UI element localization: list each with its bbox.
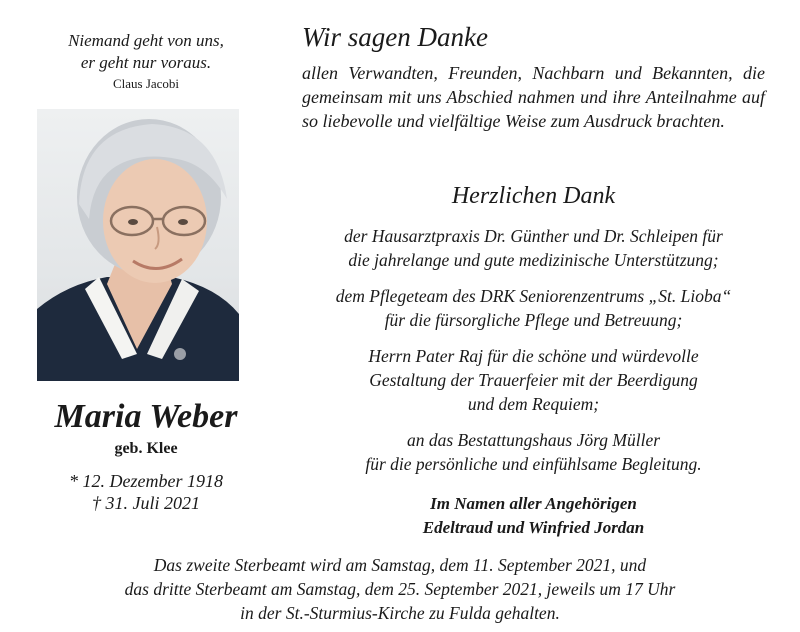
signature [302, 492, 765, 540]
text-line: und dem Requiem; [467, 394, 600, 414]
quote-line: Niemand geht von uns, [68, 31, 224, 50]
footer-line: Das zweite Sterbeamt wird am Samstag, dem 11. September 2021, und [153, 555, 647, 575]
portrait-illustration [37, 109, 239, 381]
text-line: für die persönliche und einfühlsame Begleitung. [365, 454, 702, 474]
death-date: † 31. Juli 2021 [92, 493, 200, 513]
text-line: an das Bestattungshaus Jörg Müller [406, 430, 661, 450]
quote [36, 30, 256, 74]
text-line: Gestaltung der Trauerfeier mit der Beerdigung [369, 370, 698, 390]
thanks-paragraph: allen Verwandten, Freunden, Nachbarn und Bekannten, die gemeinsam mit uns Abschied nahmen und ihre Anteilnahme auf so liebevolle und vielfältige Weise zum Ausdruck brachten. [302, 63, 765, 131]
thanks-care-team [302, 284, 765, 332]
signature-line: Edeltraud und Winfried Jordan [422, 518, 645, 537]
text-line: dem Pflegeteam des DRK Seniorenzentrums „St. Lioba“ [335, 286, 732, 306]
heading-heartfelt-thanks: Herzlichen Dank [451, 183, 616, 209]
thanks-doctors [302, 224, 765, 272]
thanks-funeral-home [302, 428, 765, 476]
maiden-name: geb. Klee [114, 440, 178, 457]
footer-line: in der St.-Sturmius-Kirche zu Fulda gehalten. [240, 603, 560, 623]
life-dates [36, 470, 256, 514]
quote-line: er geht nur voraus. [80, 53, 212, 72]
mass-announcement [20, 553, 780, 625]
signature-line: Im Namen aller Angehörigen [430, 494, 637, 513]
text-line: Herrn Pater Raj für die schöne und würdevolle [368, 346, 699, 366]
deceased-name: Maria Weber [54, 398, 238, 435]
text-line: der Hausarztpraxis Dr. Günther und Dr. Schleipen für [344, 226, 723, 246]
birth-date: * 12. Dezember 1918 [69, 471, 223, 491]
text-line: für die fürsorgliche Pflege und Betreuung; [384, 310, 683, 330]
footer-line: das dritte Sterbeamt am Samstag, dem 25. September 2021, jeweils um 17 Uhr [124, 579, 676, 599]
heading-thanks: Wir sagen Danke [302, 22, 488, 52]
text-line: die jahrelange und gute medizinische Unterstützung; [348, 250, 719, 270]
portrait-photo [37, 109, 239, 381]
thanks-priest [302, 344, 765, 416]
quote-author: Claus Jacobi [112, 76, 180, 91]
